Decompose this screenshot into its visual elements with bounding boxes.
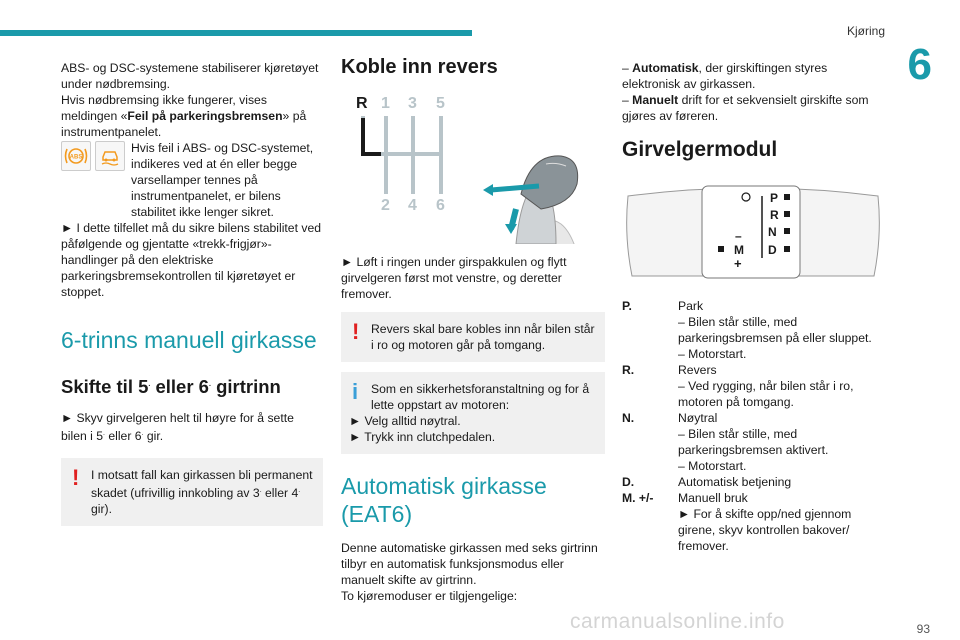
gear-positions-list bbox=[622, 298, 884, 554]
selector-minus: – bbox=[735, 229, 742, 243]
watermark: carmanualsonline.info bbox=[570, 610, 785, 633]
column-middle bbox=[341, 56, 605, 604]
gear-position-item bbox=[622, 362, 884, 410]
selector-n: N bbox=[768, 225, 777, 239]
gear-label-3: 3 bbox=[408, 95, 417, 112]
gear-position-description: Revers – Ved rygging, når bilen står i ro, motoren på tomgang. bbox=[678, 363, 854, 409]
paragraph: Hvis nødbremsing ikke fungerer, vises meldingen «Feil på parkeringsbremsen» på instrumentpanelet. bbox=[61, 93, 307, 139]
gear-position-key: N. bbox=[622, 411, 635, 425]
warning-lamps-paragraph: ABS Hvis feil i ABS- og DSC-systemet, indikeres ved at én eller begge varsellamper tennes på instrumentpanelet, er bilens stabilitet ikke lenger sikret. bbox=[61, 140, 323, 220]
warning-icon: ! bbox=[72, 465, 80, 491]
page-number: 93 bbox=[916, 622, 930, 636]
gear-position-key: M. +/- bbox=[622, 491, 654, 505]
paragraph: Denne automatiske girkassen med seks girtrinn tilbyr en automatisk funksjonsmodus eller manuelt skifte av girtrinn. bbox=[341, 541, 598, 587]
gear-label-r: R bbox=[356, 95, 368, 112]
paragraph: ABS- og DSC-systemene stabiliserer kjøretøyet under nødbremsing. bbox=[61, 61, 319, 91]
warning-box: ! I motsatt fall kan girkassen bli permanent skadet (ufrivillig innkobling av 3. eller 4. gir). bbox=[61, 458, 323, 526]
heading-automatic-gearbox: Automatisk girkasse (EAT6) bbox=[341, 473, 547, 527]
gear-label-6: 6 bbox=[436, 197, 445, 214]
selector-m: M bbox=[734, 243, 744, 257]
selector-p: P bbox=[770, 191, 779, 205]
mode-item: – Manuelt drift for et sekvensielt girskifte som gjøres av føreren. bbox=[622, 93, 869, 123]
instruction: ► Løft i ringen under girspakkulen og flytt girvelgeren først mot venstre, og deretter fremover. bbox=[341, 255, 567, 301]
selector-r: R bbox=[770, 208, 779, 222]
gear-position-item bbox=[622, 298, 884, 362]
warning-box: ! Revers skal bare kobles inn når bilen står i ro og motoren går på tomgang. bbox=[341, 312, 605, 362]
gear-position-description: Nøytral – Bilen står stille, med parkeringsbremsen aktivert. – Motorstart. bbox=[678, 411, 829, 473]
column-right bbox=[622, 60, 884, 554]
info-icon: i bbox=[352, 379, 359, 404]
selector-d: D bbox=[768, 243, 777, 257]
section-title: Kjøring bbox=[846, 24, 885, 38]
svg-text:ABS: ABS bbox=[69, 154, 83, 161]
gear-position-item bbox=[622, 490, 884, 554]
gear-selector-illustration bbox=[622, 176, 884, 288]
header-bar bbox=[0, 30, 472, 36]
gear-label-5: 5 bbox=[436, 95, 445, 112]
heading-selector-module: Girvelgermodul bbox=[622, 138, 778, 161]
gear-pattern-illustration bbox=[341, 94, 605, 244]
heading-shift-5-6: Skifte til 5. eller 6. girtrinn bbox=[61, 376, 281, 398]
gear-position-key: D. bbox=[622, 475, 635, 489]
gear-position-description: Manuell bruk ► For å skifte opp/ned gjennom girene, skyv kontrollen bakover/ fremover. bbox=[678, 491, 852, 553]
mode-item: – Automatisk, der girskiftingen styres elektronisk av girkassen. bbox=[622, 61, 828, 91]
paragraph: To kjøremoduser er tilgjengelige: bbox=[341, 589, 518, 603]
gear-position-item bbox=[622, 474, 884, 490]
gear-position-description: Automatisk betjening bbox=[678, 475, 792, 489]
instruction: ► I dette tilfellet må du sikre bilens stabilitet ved påfølgende og gjentatte «trekk-frigjør»-handlinger på den elektriske parkeringsbremsekontrollen til kjøretøyet er stoppet. bbox=[61, 221, 321, 299]
heading-reverse: Koble inn revers bbox=[341, 56, 498, 78]
gear-position-key: P. bbox=[622, 299, 632, 313]
info-box: i Som en sikkerhetsforanstaltning og for å lette oppstart av motoren: ► Velg alltid nøytral. ► Trykk inn clutchpedalen. bbox=[341, 372, 605, 454]
gear-position-key: R. bbox=[622, 363, 635, 377]
gear-label-1: 1 bbox=[381, 95, 390, 112]
gear-label-2: 2 bbox=[381, 197, 390, 214]
column-left bbox=[61, 60, 323, 536]
selector-plus: + bbox=[734, 256, 742, 271]
abs-warning-icon bbox=[61, 141, 91, 171]
gear-label-4: 4 bbox=[408, 197, 417, 214]
dsc-warning-icon bbox=[95, 141, 125, 171]
instruction: ► Skyv girvelgeren helt til høyre for å sette bilen i 5. eller 6. gir. bbox=[61, 411, 294, 444]
warning-icon: ! bbox=[352, 319, 360, 344]
chapter-number: 6 bbox=[907, 40, 932, 89]
heading-manual-gearbox: 6-trinns manuell girkasse bbox=[61, 327, 317, 353]
gear-position-item bbox=[622, 410, 884, 474]
gear-shift-diagram bbox=[341, 94, 605, 244]
gear-position-description: Park – Bilen står stille, med parkeringsbremsen på eller sluppet. – Motorstart. bbox=[678, 299, 872, 361]
